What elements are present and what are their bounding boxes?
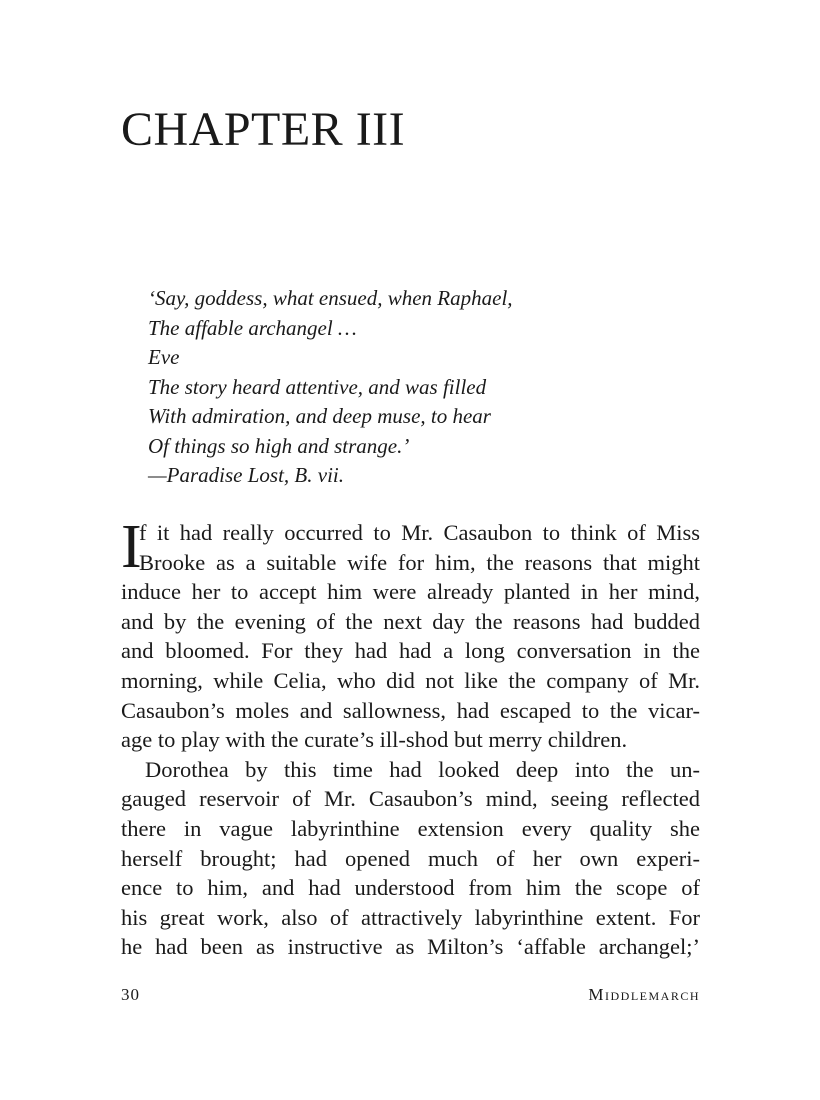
epigraph bbox=[148, 284, 708, 491]
body-line: and by the evening of the next day the reasons had budded bbox=[121, 608, 700, 634]
body-line: age to play with the curate’s ill-shod but merry children. bbox=[121, 727, 628, 753]
body-line: gauged reservoir of Mr. Casaubon’s mind, seeing reflected bbox=[121, 786, 700, 812]
body-line: f it had really occurred to Mr. Casaubon to think of Miss bbox=[139, 520, 700, 545]
body-line: Casaubon’s moles and sallowness, had escaped to the vicar- bbox=[121, 697, 700, 723]
body-line: there in vague labyrinthine extension every quality she bbox=[121, 815, 700, 841]
body-line: induce her to accept him were already planted in her mind, bbox=[121, 579, 700, 605]
epigraph-line: ‘Say, goddess, what ensued, when Raphael, bbox=[148, 286, 513, 310]
body-line: ence to him, and had understood from him the scope of bbox=[121, 875, 700, 901]
chapter-title: CHAPTER III bbox=[121, 103, 406, 156]
body-line: Dorothea by this time had looked deep into the un- bbox=[145, 756, 700, 782]
epigraph-attribution: —Paradise Lost, B. vii. bbox=[148, 463, 345, 487]
epigraph-line: The story heard attentive, and was filled bbox=[148, 374, 487, 399]
epigraph-line: Eve bbox=[148, 345, 180, 369]
body-line: morning, while Celia, who did not like the company of Mr. bbox=[121, 667, 700, 693]
body-line: and bloomed. For they had had a long conversation in the bbox=[121, 638, 700, 664]
body-line: he had been as instructive as Milton’s ‘affable archangel;’ bbox=[121, 934, 700, 960]
page-number: 30 bbox=[121, 985, 140, 1004]
running-head: Middlemarch bbox=[588, 985, 700, 1004]
body-line: Brooke as a suitable wife for him, the reasons that might bbox=[139, 549, 700, 575]
body-text bbox=[121, 518, 700, 962]
body-line: his great work, also of attractively labyrinthine extent. For bbox=[121, 904, 700, 930]
body-line: herself brought; had opened much of her own experi- bbox=[121, 845, 700, 871]
epigraph-line: With admiration, and deep muse, to hear bbox=[148, 404, 491, 428]
drop-cap: I bbox=[121, 519, 142, 575]
epigraph-line: Of things so high and strange.’ bbox=[148, 433, 410, 458]
epigraph-line: The affable archangel … bbox=[148, 315, 357, 340]
